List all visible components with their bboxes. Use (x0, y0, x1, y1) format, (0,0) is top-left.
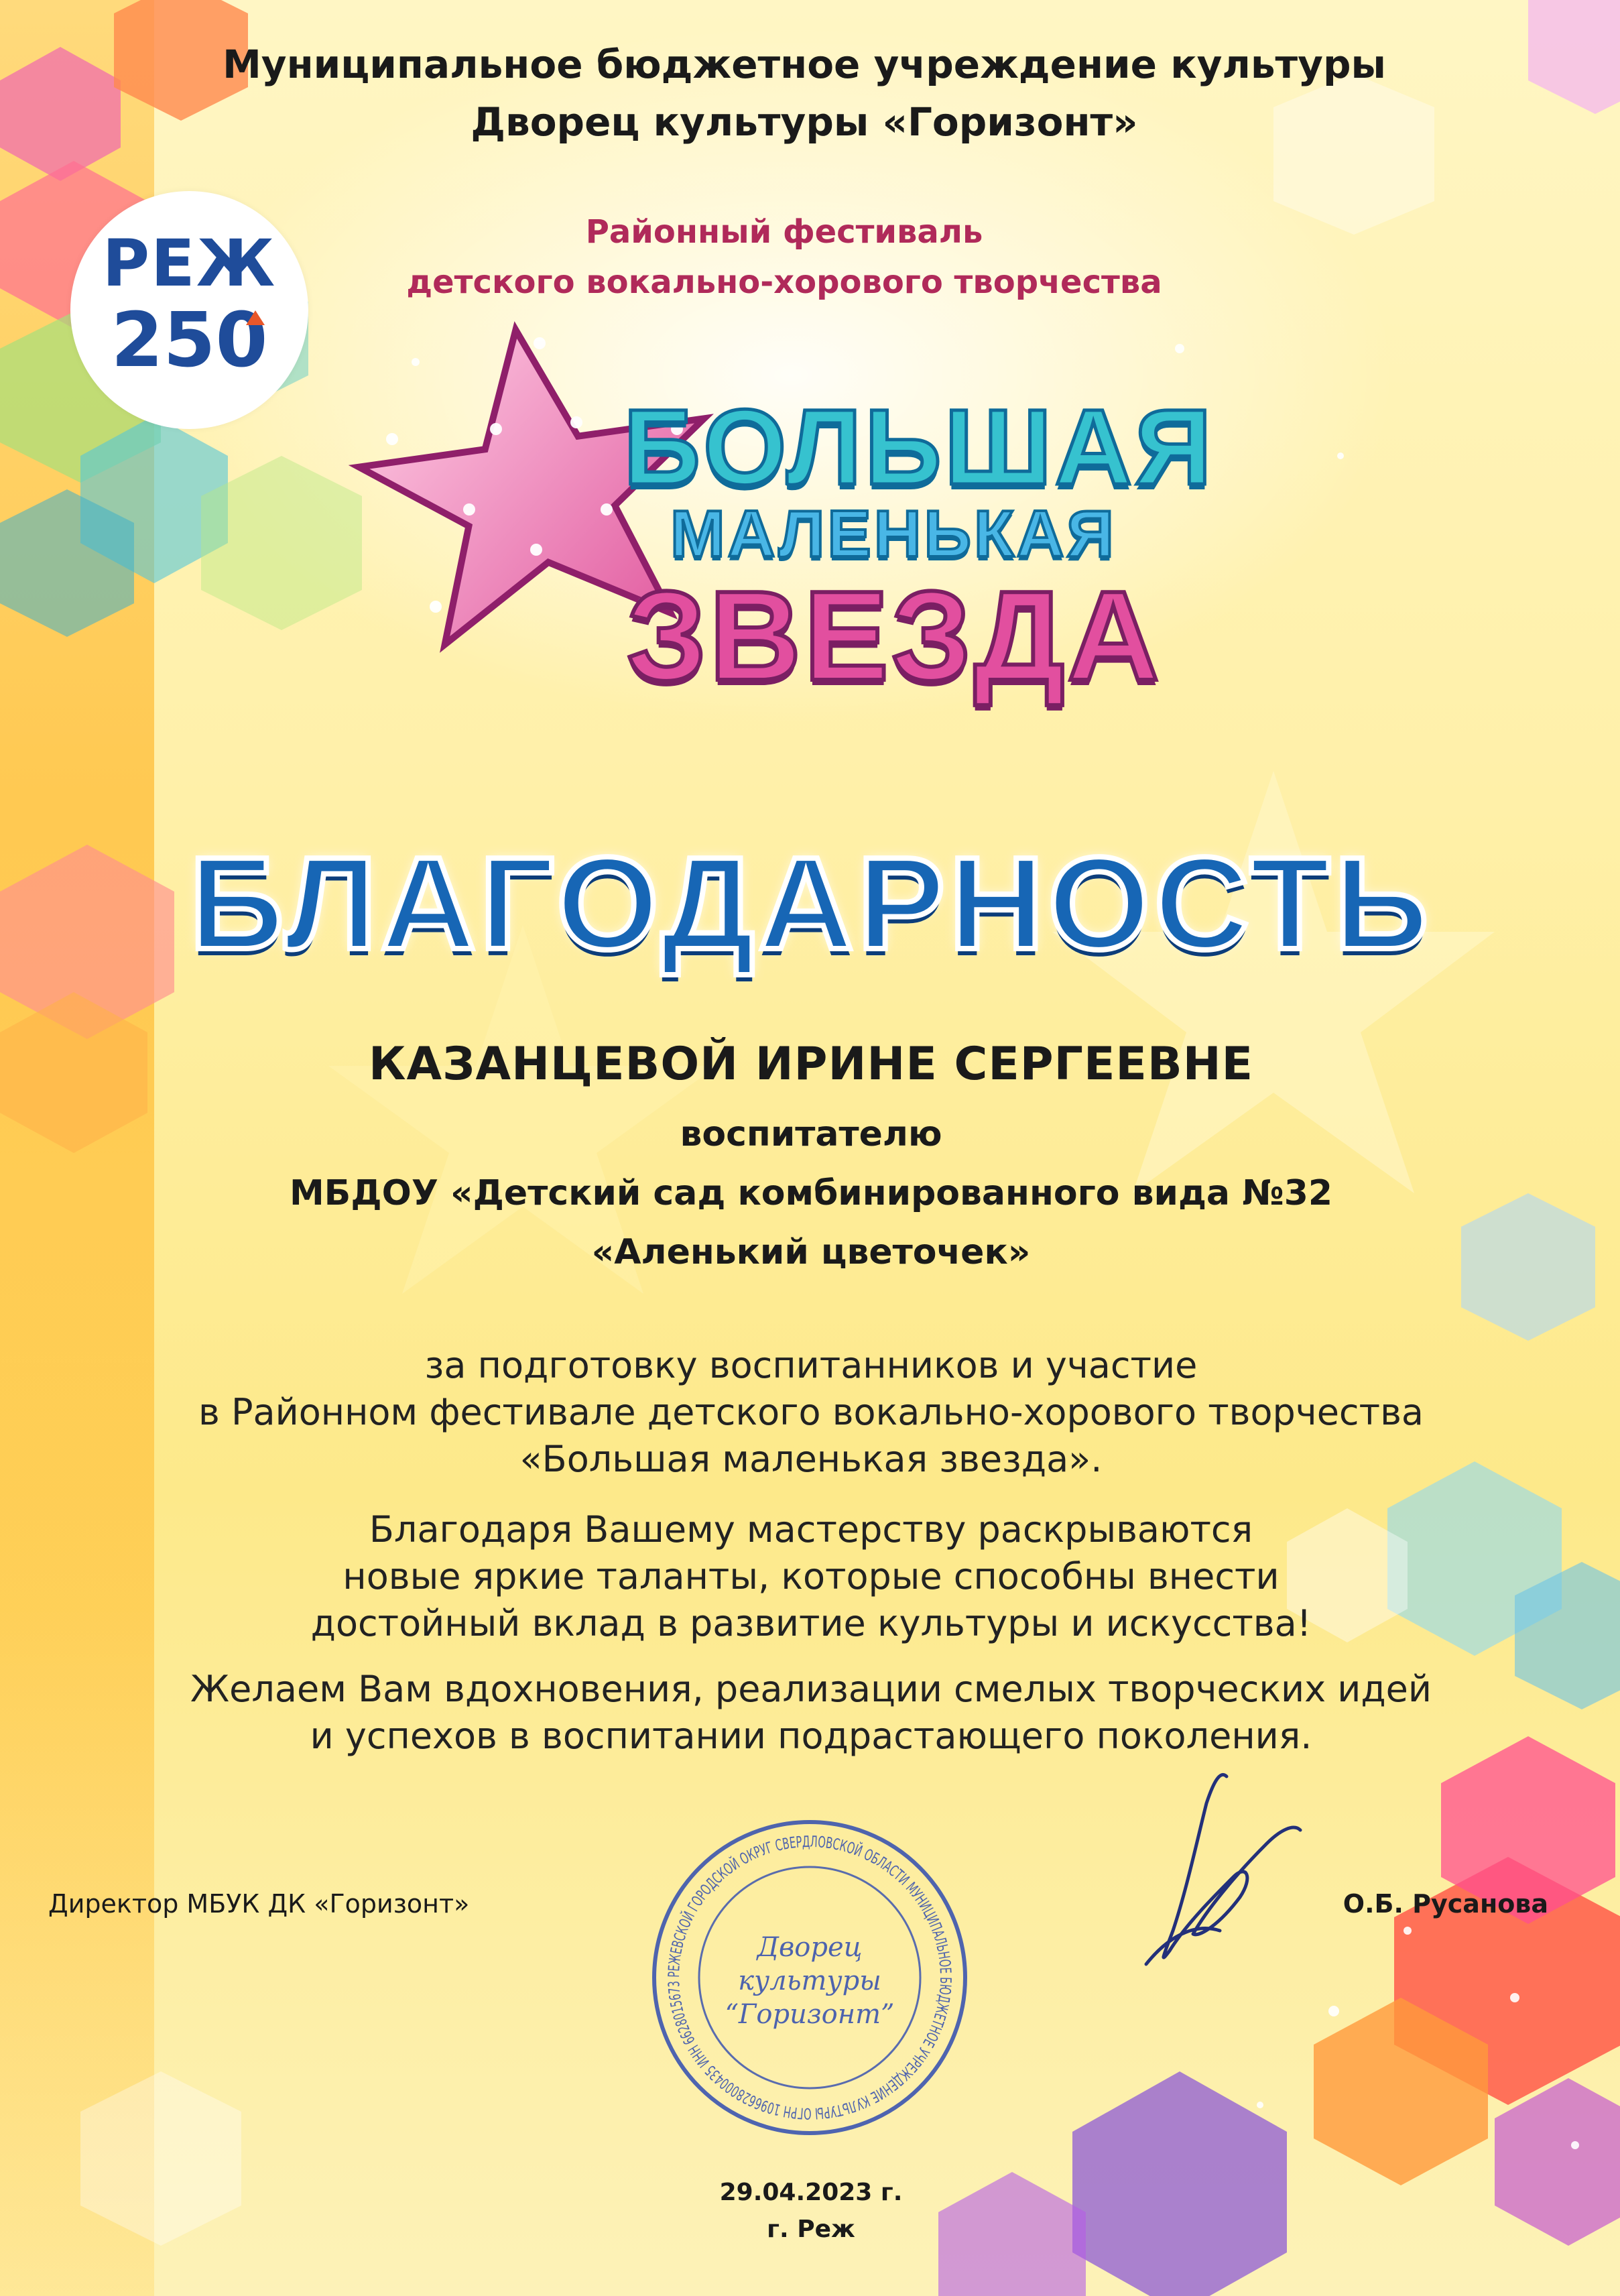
body-text-line: за подготовку воспитанников и участие (424, 1344, 1198, 1386)
body-text-line: и успехов в воспитании подрастающего поколения. (310, 1715, 1312, 1757)
festival-logo-word-3: ЗВЕЗДА (627, 565, 1162, 707)
festival-line-1: Районный фестиваль (585, 213, 983, 251)
body-text-line: в Районном фестивале детского вокально-хорового творчества (198, 1391, 1424, 1433)
body-text-line: достойный вклад в развитие культуры и искусства! (310, 1602, 1312, 1644)
recipient-org-line-2: «Аленький цветочек» (591, 1232, 1031, 1272)
recipient-position: воспитателю (680, 1114, 942, 1154)
recipient-org-line-1: МБДОУ «Детский сад комбинированного вида №32 (289, 1173, 1333, 1213)
official-stamp (642, 1810, 977, 2145)
handwritten-signature (1133, 1763, 1320, 1984)
logo-text-top: РЕЖ (102, 226, 277, 301)
svg-text:Дворец: Дворец (757, 1932, 863, 1963)
stamp-ring-text: РЕЖЕВСКОЙ ГОРОДСКОЙ ОКРУГ СВЕРДЛОВСКОЙ ОБЛАСТИ МУНИЦИПАЛЬНОЕ БЮДЖЕТНОЕ УЧРЕЖДЕНИЕ КУЛЬТУРЫ ОГРН 1096628000435 ИНН 6628015673 (665, 1833, 954, 2122)
organization-line-1: Муниципальное бюджетное учреждение культуры (223, 42, 1386, 87)
festival-line-2: детского вокально-хорового творчества (406, 263, 1162, 301)
body-text-line: Благодаря Вашему мастерству раскрываются (369, 1508, 1253, 1551)
bg-hexagon (1528, 0, 1620, 114)
body-text-line: «Большая маленькая звезда». (519, 1438, 1103, 1480)
recipient-name: КАЗАНЦЕВОЙ ИРИНЕ СЕРГЕЕВНЕ (368, 1038, 1254, 1091)
certificate-title: БЛАГОДАРНОСТЬ (189, 830, 1433, 977)
logo-text-bottom: 250 (111, 297, 268, 384)
festival-logo-word-2: МАЛЕНЬКАЯ (670, 497, 1117, 570)
svg-text:“Горизонт”: “Горизонт” (725, 1999, 895, 2030)
svg-text:культуры: культуры (738, 1966, 881, 1996)
body-text-line: Желаем Вам вдохновения, реализации смелых творческих идей (190, 1668, 1432, 1710)
body-text-line: новые яркие таланты, которые способны внести (342, 1555, 1280, 1597)
reзh-250-logo (70, 191, 308, 429)
signatory-role: Директор МБУК ДК «Горизонт» (48, 1889, 470, 1919)
issue-city: г. Реж (767, 2216, 855, 2243)
signatory-name: О.Б. Русанова (1343, 1889, 1548, 1919)
bg-hexagon (1072, 2071, 1287, 2296)
logo-accent-icon (246, 310, 265, 325)
organization-line-2: Дворец культуры «Горизонт» (471, 99, 1138, 145)
bg-hexagon (1273, 74, 1434, 235)
issue-date: 29.04.2023 г. (719, 2179, 903, 2206)
festival-logo-word-1: БОЛЬШАЯ (623, 387, 1215, 507)
bg-hexagon (1495, 2078, 1620, 2246)
